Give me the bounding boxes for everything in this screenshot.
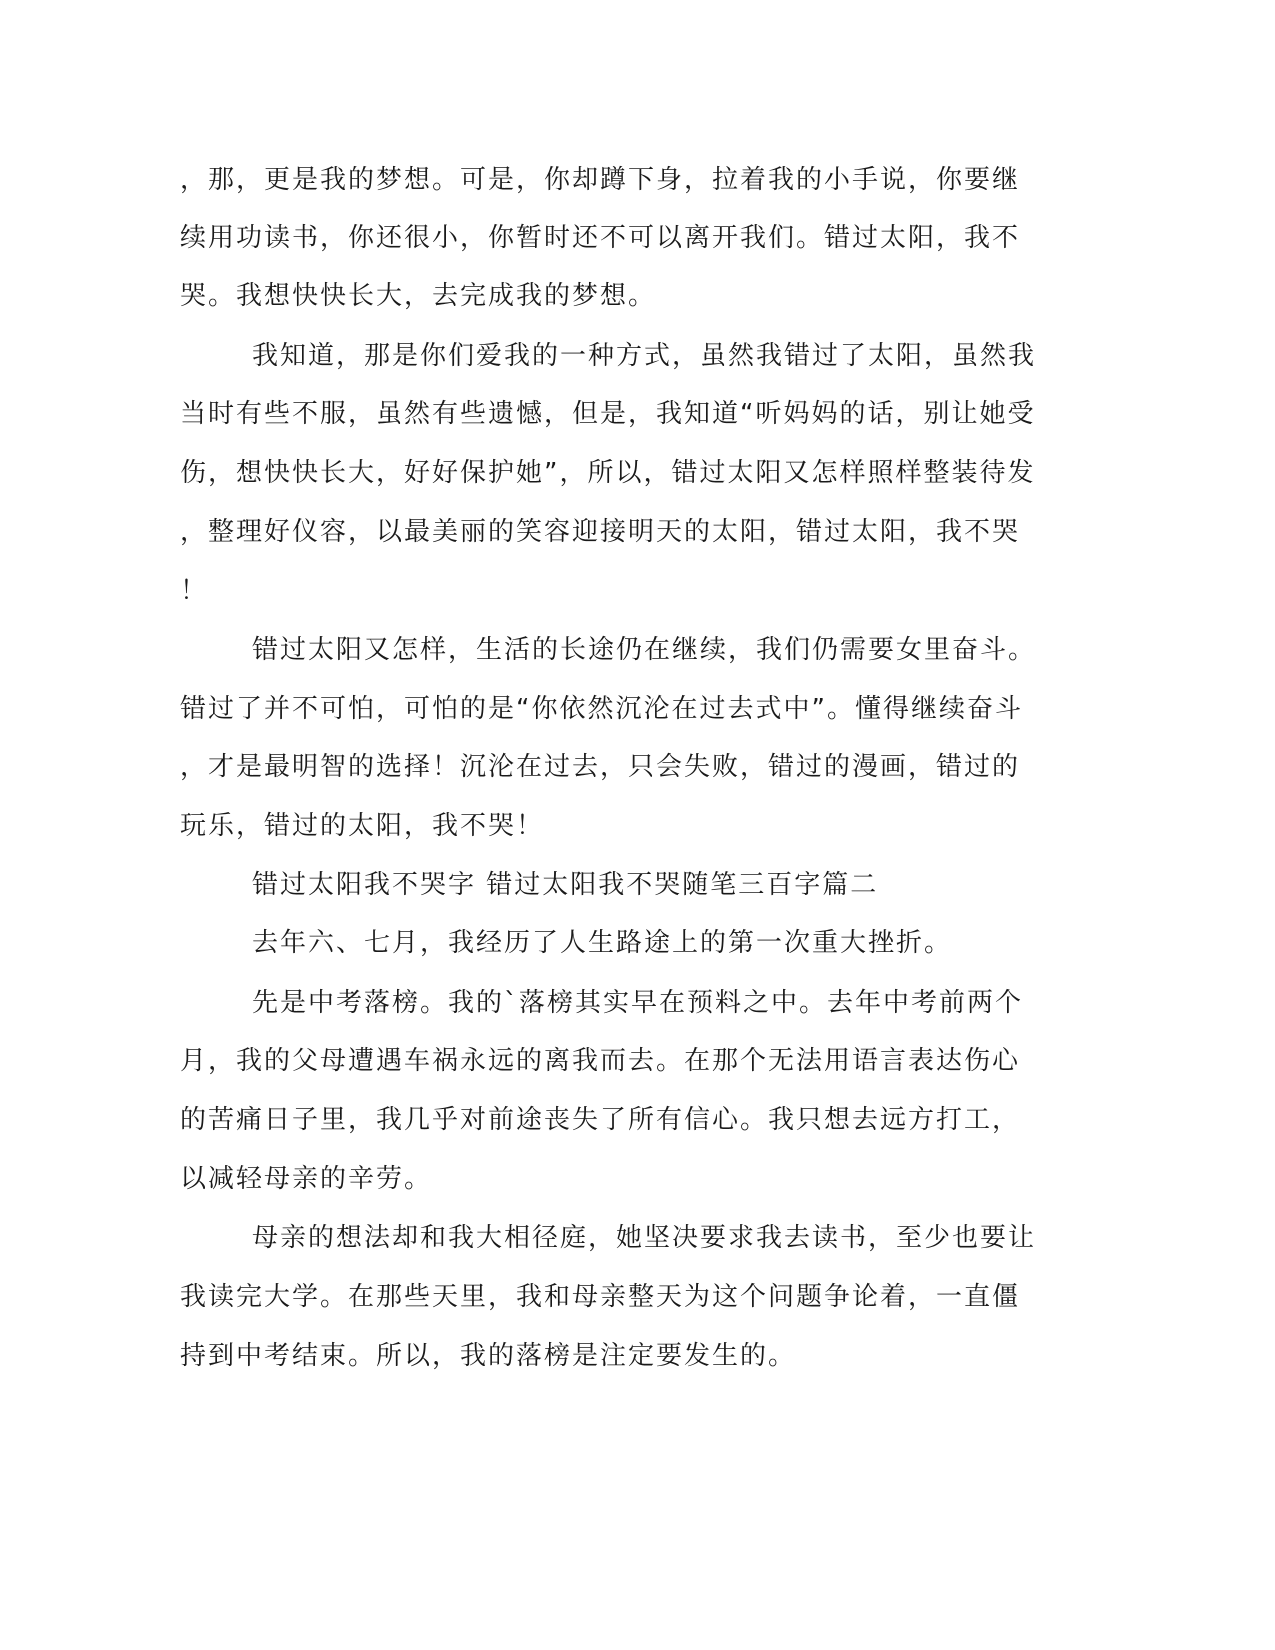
text-line: 伤，想快快长大，好好保护她”，所以，错过太阳又怎样照样整装待发 — [180, 458, 1036, 488]
text-line: 哭。我想快快长大，去完成我的梦想。 — [180, 281, 657, 311]
section-heading: 错过太阳我不哭字 错过太阳我不哭随笔三百字篇二 — [252, 870, 879, 900]
text-line: 错过太阳又怎样，生活的长途仍在继续，我们仍需要女里奋斗。 — [252, 635, 1037, 665]
text-line: 去年六、七月，我经历了人生路途上的第一次重大挫折。 — [252, 928, 953, 958]
text-line: 我读完大学。在那些天里，我和母亲整天为这个问题争论着，一直僵 — [180, 1282, 1021, 1312]
text-line: 的苦痛日子里，我几乎对前途丧失了所有信心。我只想去远方打工， — [180, 1105, 1021, 1135]
text-line: 月，我的父母遭遇车祸永远的离我而去。在那个无法用语言表达伤心 — [180, 1046, 1021, 1076]
text-line: ，才是最明智的选择！沉沦在过去，只会失败，错过的漫画，错过的 — [180, 752, 1021, 782]
text-line: ，那，更是我的梦想。可是，你却蹲下身，拉着我的小手说，你要继 — [180, 165, 1021, 195]
text-line: 玩乐，错过的太阳，我不哭！ — [180, 811, 545, 841]
text-line: ！ — [180, 576, 209, 606]
text-line: ，整理好仪容，以最美丽的笑容迎接明天的太阳，错过太阳，我不哭 — [180, 517, 1021, 547]
text-line: 我知道，那是你们爱我的一种方式，虽然我错过了太阳，虽然我 — [252, 341, 1037, 371]
text-line: 续用功读书，你还很小，你暂时还不可以离开我们。错过太阳，我不 — [180, 223, 1021, 253]
text-line: 母亲的想法却和我大相径庭，她坚决要求我去读书，至少也要让 — [252, 1223, 1037, 1253]
text-line: 当时有些不服，虽然有些遗憾，但是，我知道“听妈妈的话，别让她受 — [180, 399, 1036, 429]
text-line: 以减轻母亲的辛劳。 — [180, 1164, 433, 1194]
text-line: 先是中考落榜。我的`落榜其实早在预料之中。去年中考前两个 — [252, 988, 1024, 1018]
text-line: 错过了并不可怕，可怕的是“你依然沉沦在过去式中”。懂得继续奋斗 — [180, 694, 1023, 724]
text-line: 持到中考结束。所以，我的落榜是注定要发生的。 — [180, 1341, 797, 1371]
